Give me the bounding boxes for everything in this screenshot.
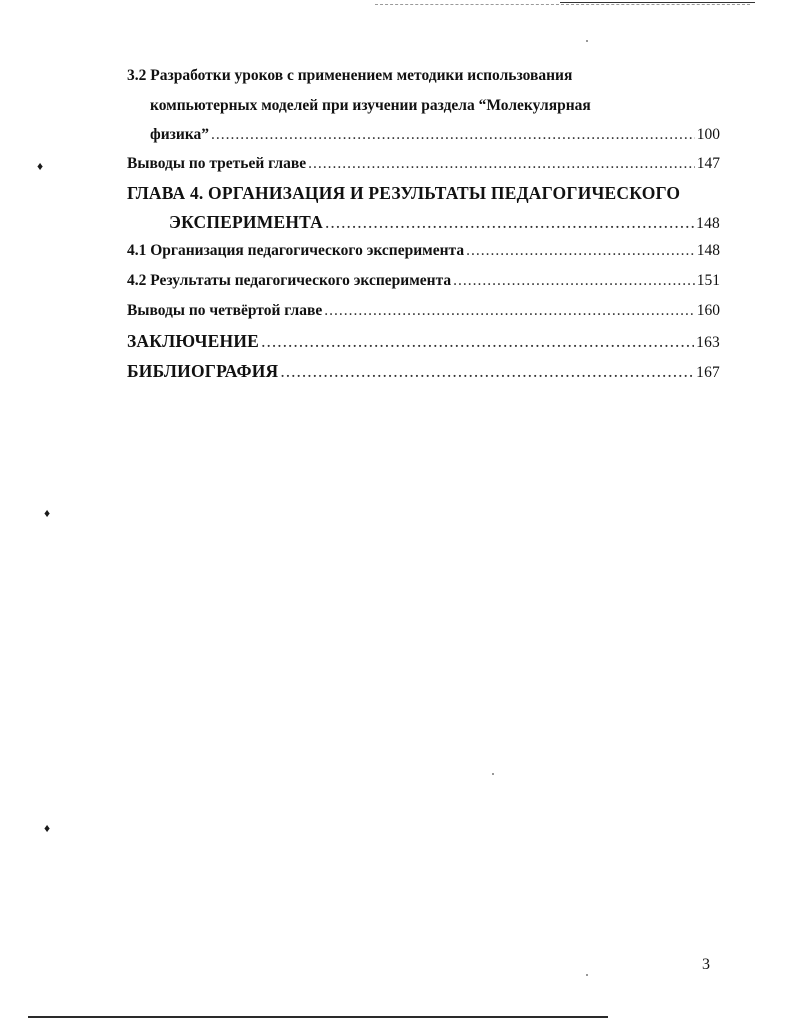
page-number: 3 bbox=[702, 956, 710, 973]
toc-chapter-4 bbox=[169, 212, 720, 233]
toc-entry-4-2-page: 151 bbox=[696, 272, 720, 289]
toc-entry-3-2-line3: физика” bbox=[150, 126, 210, 143]
scan-mark-icon: ♦ bbox=[44, 821, 51, 835]
toc-conclusions-4-label: Выводы по четвёртой главе bbox=[127, 302, 323, 319]
toc-entry-4-2-label: 4.2 Результаты педагогического эксперимента bbox=[127, 272, 452, 289]
scan-mark-icon: ♦ bbox=[37, 159, 44, 173]
toc-entry-3-2-line2: компьютерных моделей при изучении раздела “Молекулярная bbox=[150, 97, 591, 114]
toc-leader-dots bbox=[324, 302, 695, 320]
toc-leader-dots bbox=[280, 361, 694, 382]
toc-bibliography bbox=[127, 361, 720, 382]
toc-chapter-4-line1: ГЛАВА 4. ОРГАНИЗАЦИЯ И РЕЗУЛЬТАТЫ ПЕДАГОГИЧЕСКОГО bbox=[127, 183, 681, 203]
top-scan-rule bbox=[375, 4, 750, 5]
toc-leader-dots bbox=[453, 272, 695, 290]
toc-conclusions-3-page: 147 bbox=[696, 155, 720, 172]
scan-mark-icon: ♦ bbox=[44, 506, 51, 520]
toc-entry-4-1-label: 4.1 Организация педагогического эксперимента bbox=[127, 242, 465, 259]
toc-chapter-4-line2: ЭКСПЕРИМЕНТА bbox=[169, 212, 323, 232]
toc-leader-dots bbox=[325, 212, 694, 233]
toc-entry-3-2 bbox=[150, 126, 720, 144]
top-scan-rule-solid bbox=[560, 2, 755, 3]
bottom-scan-rule bbox=[28, 1016, 608, 1018]
toc-bibliography-page: 167 bbox=[696, 364, 720, 381]
toc-conclusions-chapter-4 bbox=[127, 302, 720, 320]
toc-entry-3-2-line1: 3.2 Разработки уроков с применением методики использования bbox=[127, 67, 573, 84]
toc-bibliography-label: БИБЛИОГРАФИЯ bbox=[127, 361, 279, 381]
toc-conclusions-chapter-3 bbox=[127, 155, 720, 173]
scan-speck bbox=[586, 974, 588, 976]
toc-conclusions-3-label: Выводы по третьей главе bbox=[127, 155, 307, 172]
toc-conclusion-label: ЗАКЛЮЧЕНИЕ bbox=[127, 331, 260, 351]
toc-entry-4-1 bbox=[127, 242, 720, 260]
scan-speck bbox=[492, 773, 494, 775]
toc-conclusion-page: 163 bbox=[696, 334, 720, 351]
toc-entry-3-2-page: 100 bbox=[696, 126, 720, 143]
toc-chapter-4-page: 148 bbox=[696, 215, 720, 232]
scan-speck bbox=[586, 40, 588, 42]
toc-conclusions-4-page: 160 bbox=[696, 302, 720, 319]
toc-leader-dots bbox=[211, 126, 695, 144]
toc-entry-4-2 bbox=[127, 272, 720, 290]
toc-leader-dots bbox=[308, 155, 695, 173]
toc-conclusion bbox=[127, 331, 720, 352]
toc-entry-4-1-page: 148 bbox=[696, 242, 720, 259]
toc-leader-dots bbox=[261, 331, 694, 352]
toc-leader-dots bbox=[466, 242, 695, 260]
